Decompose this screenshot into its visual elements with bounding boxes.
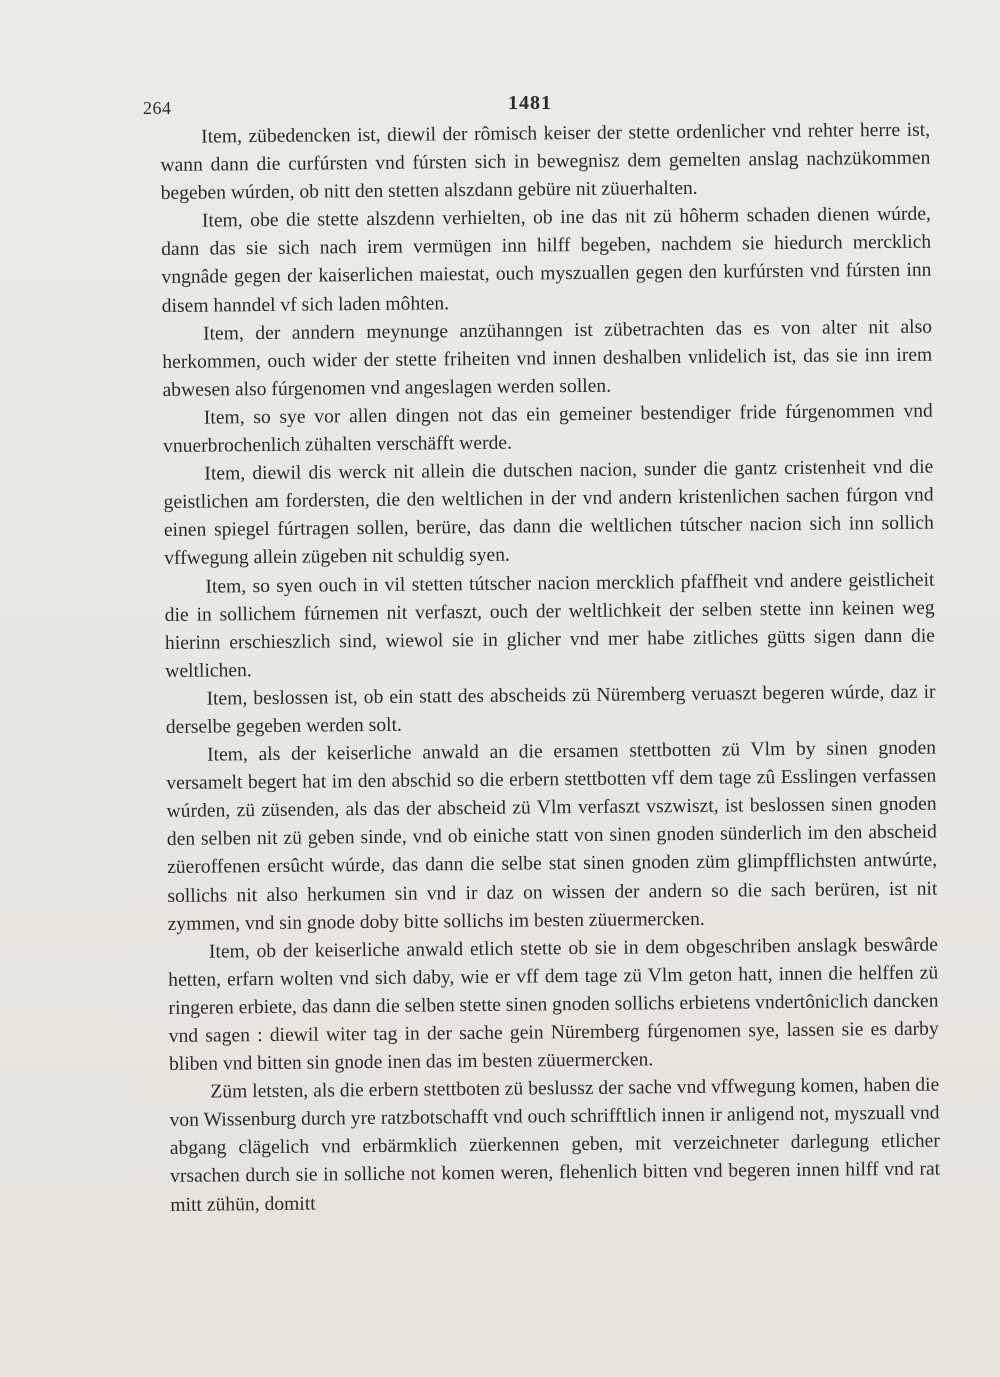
paragraph: Item, diewil dis werck nit allein die dutschen nacion, sunder die gantz cristenheit vnd die geistlichen am fordersten, die den weltlichen in der vnd andern kristenlichen sachen fúrgon vnd einen spiegel fúrtragen sollen, berüre, das dann die weltlichen tútscher nacion sich inn sollich vffwegung allein zügeben nit schuldig syen.	[163, 456, 934, 570]
paragraph: Item, der anndern meynunge anzühanngen ist zübetrachten das es von alter nit also herkommen, ouch wider der stette friheiten vnd innen deshalben vnlidelich ist, das sie inn irem abwesen also fúrgenomen vnd angeslagen werden sollen.	[162, 316, 933, 401]
paragraph: Item, so syen ouch in vil stetten tútscher nacion mercklich pfaffheit vnd andere geistlicheit die in sollichem fúrnemen nit verfaszt, ouch der weltlichkeit der selben stette inn keinen weg hierinn erschieszlich sind, wiewol sie in glicher vnd mer habe zitliches gütts sigen dann die weltlichen.	[164, 569, 936, 682]
body-text	[160, 117, 940, 1220]
page-number: 264	[143, 98, 172, 118]
paragraph: Züm letsten, als die erbern stettboten zü beslussz der sache vnd vffwegung komen, haben die von Wissenburg durch yre ratzbotschafft vnd ouch schrifftlich innen ir anligend not, myszuall vnd abgang clägelich vnd erbärmklich züerkennen geben, mit verzeichneter darlegung etlicher vrsachen durch sie in solliche not komen weren, flehenlich bitten vnd begeren innen hilff vnd rat mitt zühün, domitt	[169, 1074, 941, 1216]
paragraph: Item, obe die stette alszdenn verhielten, ob ine das nit zü hôherm schaden dienen wúrde, dann das sie sich nach irem vermügen inn hilff begeben, nachdem sie hiedurch mercklich vngnâde gegen der kaiserlichen maiestat, ouch myszuallen gegen den kurfúrsten vnd fúrsten inn disem hanndel vf sich laden môhten.	[161, 203, 932, 317]
running-head-year: 1481	[508, 92, 552, 114]
paragraph: Item, ob der keiserliche anwald etlich stette ob sie in dem obgeschriben anslagk beswârde hetten, erfarn wolten vnd sich daby, wie er vff dem tage zü Vlm geton hatt, innen die helffen zü ringeren erbiete, das dann die selben stette sinen gnoden sollichs erbietens vndertôniclich dancken vnd sagen : diewil witer tag in der sache gein Nüremberg fúrgenomen sye, lassen sie es darby bliben vnd bitten sin gnode inen das im besten züuermercken.	[168, 934, 939, 1076]
paragraph: Item, zübedencken ist, diewil der rômisch keiser der stette ordenlicher vnd rehter herre ist, wann dann die curfúrsten vnd fúrsten sich in bewegnisz dem gemelten anslag nachzükommen begeben wúrden, ob nitt den stetten alszdann gebüre nit züuerhalten.	[160, 119, 931, 205]
paragraph: Item, so sye vor allen dingen not das ein gemeiner bestendiger fride fúrgenommen vnd vnuerbrochenlich zühalten verschäfft werde.	[162, 400, 933, 458]
paragraph: Item, als der keiserliche anwald an die ersamen stettbotten zü Vlm by sinen gnoden versamelt begert hat im den abschid so die erbern stettbotten vff dem tage zû Esslingen verfassen wúrden, zü züsenden, als das der abscheid zü Vlm verfaszt vszwiszt, ist beslossen sinen gnoden den selben nit zü geben sinde, vnd ob einiche statt von sinen gnoden sünderlich im den abscheid züeroffenen ersûcht wúrde, das dann die selbe stat sinen gnoden züm glimpfflichsten antwúrte, sollichs nit also herkumen sin vnd ir daz on wissen der andern so die sach berüren, ist nit zymmen, vnd sin gnode doby bitte sollichs im besten züuermercken.	[166, 737, 938, 935]
paragraph: Item, beslossen ist, ob ein statt des abscheids zü Nüremberg veruaszt begeren wúrde, daz ir derselbe gegeben werden solt.	[165, 681, 936, 738]
